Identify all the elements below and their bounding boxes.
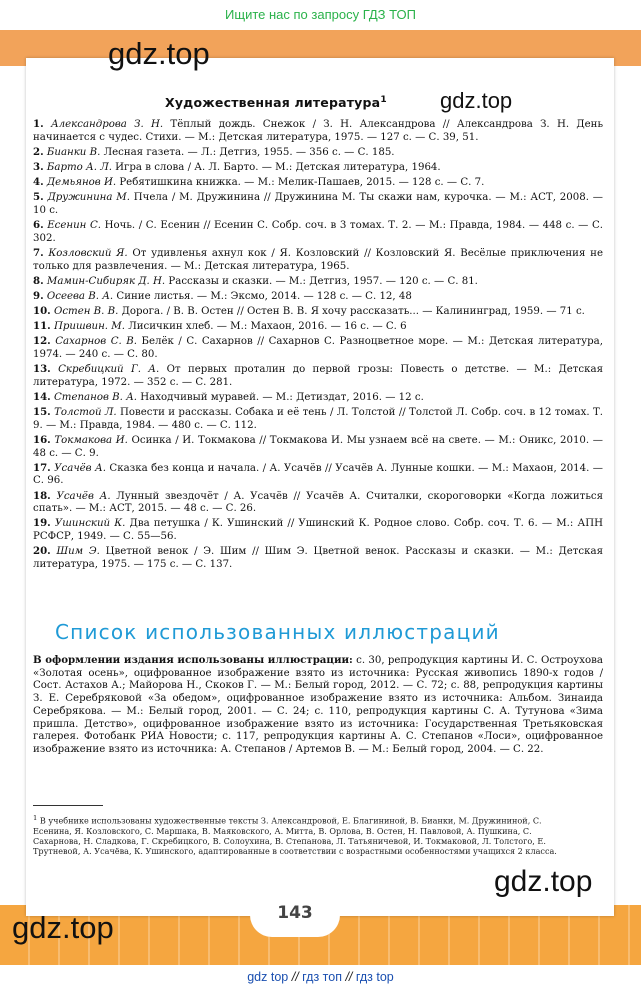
- reference-number: 3.: [33, 160, 44, 173]
- reference-number: 14.: [33, 391, 51, 403]
- reference-item: [33, 146, 603, 160]
- reference-text: От удивленья ахнул кок / Я. Козловский // Козловский Я. Весёлые приключения не только для развлечения. — М.: Детская литература, 1965.: [33, 247, 603, 272]
- literature-list: [33, 118, 603, 573]
- reference-item: [33, 434, 603, 460]
- reference-author: Толстой Л.: [54, 407, 117, 419]
- reference-text: Сказка без конца и начала. / А. Усачёв // Усачёв А. Лунные кошки. — М.: Махаон, 2014. — С. 96.: [33, 462, 603, 487]
- watermark: gdz.top: [494, 865, 593, 898]
- reference-item: [33, 118, 603, 144]
- reference-author: Барто А. Л.: [46, 161, 112, 173]
- reference-text: Рассказы и сказки. — М.: Детгиз, 1957. — 120 с. — С. 81.: [165, 275, 478, 287]
- reference-number: 16.: [33, 433, 51, 446]
- reference-text: Дорога. / В. В. Остен // Остен В. В. Я хочу рассказать... — Калининград, 1959. — 71 с.: [118, 306, 585, 318]
- reference-author: Ушинский К.: [54, 518, 126, 530]
- page-number: 143: [277, 903, 313, 923]
- reference-item: [33, 490, 603, 516]
- reference-text: Два петушка / К. Ушинский // Ушинский К. Родное слово. Собр. соч. Т. 6. — М.: АПН РСФСР, 1949. — С. 55—56.: [33, 518, 603, 542]
- reference-item: [33, 176, 603, 190]
- reference-author: Остен В. В.: [53, 306, 119, 318]
- reference-number: 10.: [33, 305, 51, 318]
- illustrations-body: с. 30, репродукция картины И. С. Остроухова «Золотая осень», оцифрованное изображение взято из источника: Русская живопись 1890-х годов / Сост. Астахов А.; Майорова Н., Скоков Г. — М.: Белый город, 2012. — С. 72; с. 88, репродукция картины З. Е. Серебряковой «За обедом», оцифрованное изображение взято из источника: Альбом. Зинаида Серебрякова. — М.: Белый город, 2001. — С. 24; с. 110, репродукция картины С. А. Тутунова «Зима пришла. Детство», оцифрованное изображение взято из источника: Государственная Третьяковская галерея. Фотобанк РИА Новости; с. 117, репродукция картины А. С. Степанов «Лоси», оцифрованное изображение взято из источника: А. Степанов / Артемов В. — М.: Белый город, 2004. — С. 22.: [33, 655, 603, 755]
- reference-text: От первых проталин до первой грозы: Повесть о детстве. — М.: Детская литература, 1972. — 352 с. — С. 281.: [33, 364, 604, 388]
- literature-heading-text: Художественная литература: [165, 95, 381, 111]
- reference-number: 5.: [33, 191, 44, 204]
- reference-number: 2.: [33, 145, 44, 158]
- reference-author: Демьянов И.: [46, 177, 117, 189]
- reference-author: Мамин-Сибиряк Д. Н.: [46, 275, 166, 287]
- reference-author: Усачёв А.: [56, 490, 111, 502]
- reference-author: Пришвин. М.: [53, 321, 125, 333]
- reference-author: Бианки В.: [46, 146, 101, 158]
- literature-heading: [165, 95, 425, 110]
- reference-number: 18.: [33, 489, 51, 502]
- bottom-links: [0, 970, 641, 984]
- reference-text: Находчивый муравей. — М.: Детиздат, 2016. — 12 с.: [137, 392, 424, 403]
- reference-item: [33, 335, 603, 361]
- reference-author: Шим Э.: [56, 546, 100, 558]
- reference-text: Ребятишкина книжка. — М.: Мелик-Пашаев, 2015. — 128 с. — С. 7.: [116, 177, 485, 189]
- top-banner[interactable]: Ищите нас по запросу ГДЗ ТОП: [225, 7, 416, 22]
- watermark: gdz.top: [440, 88, 513, 113]
- illustrations-lead: В оформлении издания использованы иллюстрации:: [33, 654, 353, 666]
- link-separator: //: [291, 970, 299, 984]
- reference-text: Тёплый дождь. Снежок / З. Н. Александрова // Александрова З. Н. День начинается с чудес. Стихи. — М.: Детская литература, 1975. — 127 с. — С. 39, 51.: [33, 119, 603, 143]
- reference-author: Дружинина М.: [47, 192, 130, 204]
- reference-text: Синие листья. — М.: Эксмо, 2014. — 128 с. — С. 12, 48: [113, 290, 412, 302]
- illustrations-text: [33, 654, 603, 757]
- reference-item: [33, 290, 603, 304]
- reference-number: 7.: [33, 246, 44, 259]
- reference-text: Белёк / С. Сахарнов // Сахарнов С. Разноцветное море. — М.: Детская литература, 1974. — 240 с. — С. 80.: [33, 336, 603, 361]
- reference-author: Токмакова И.: [54, 434, 128, 446]
- watermark: gdz.top: [108, 36, 210, 71]
- reference-number: 12.: [33, 335, 51, 348]
- reference-text: Цветной венок / Э. Шим // Шим Э. Цветной венок. Рассказы и сказки. — М.: Детская литература, 1975. — 175 с. — С. 137.: [33, 546, 604, 570]
- reference-number: 9.: [33, 289, 44, 302]
- reference-text: Лесная газета. — Л.: Детгиз, 1955. — 356 с. — С. 185.: [100, 146, 395, 158]
- reference-text: Лунный звездочёт / А. Усачёв // Усачёв А. Считалки, скороговорки «Когда ложиться спать». — М.: АСТ, 2015. — 48 с. — С. 26.: [33, 490, 603, 515]
- reference-author: Осеева В. А.: [46, 290, 114, 302]
- reference-text: Лисичкин хлеб. — М.: Махаон, 2016. — 16 с. — С. 6: [124, 321, 407, 333]
- bottom-link[interactable]: gdz top: [247, 970, 289, 984]
- reference-item: [33, 545, 603, 571]
- reference-number: 8.: [33, 274, 44, 287]
- bottom-link[interactable]: гдз top: [355, 970, 394, 984]
- reference-item: [33, 363, 603, 389]
- reference-author: Степанов В. А.: [53, 392, 138, 403]
- reference-text: Повести и рассказы. Собака и её тень / Л. Толстой // Толстой Л. Собр. соч. в 12 томах. Т. 9. — М.: Правда, 1984. — 480 с. — С. 112.: [33, 407, 603, 431]
- footnote-ref: 1: [380, 95, 387, 105]
- footnote: [33, 813, 573, 857]
- reference-text: Осинка / И. Токмакова // Токмакова И. Мы узнаем всё на свете. — М.: Оникс, 2010. — 48 с. — С. 9.: [33, 434, 603, 459]
- illustrations-heading: Список использованных иллюстраций: [55, 620, 500, 644]
- reference-text: Пчела / М. Дружинина // Дружинина М. Ты скажи нам, курочка. — М.: АСТ, 2008. — 10 с.: [33, 192, 603, 216]
- reference-item: [33, 406, 603, 432]
- reference-author: Есенин С.: [47, 220, 102, 232]
- reference-item: [33, 219, 603, 245]
- reference-text: Игра в слова / А. Л. Барто. — М.: Детская литература, 1964.: [111, 161, 441, 173]
- footnote-divider: [33, 805, 103, 806]
- reference-author: Усачёв А.: [54, 462, 106, 474]
- reference-number: 6.: [33, 219, 44, 232]
- reference-item: [33, 191, 603, 217]
- reference-number: 4.: [33, 176, 44, 189]
- reference-text: Ночь. / С. Есенин // Есенин С. Собр. соч. в 3 томах. Т. 2. — М.: Правда, 1984. — 448 с. — С. 302.: [33, 220, 603, 244]
- link-separator: //: [345, 970, 353, 984]
- reference-number: 1.: [33, 118, 44, 130]
- footnote-mark: 1: [33, 814, 38, 822]
- footnote-text: В учебнике использованы художественные тексты З. Александровой, Е. Благининой, В. Бианки, М. Дружининой, С. Есенина, Я. Козловского, С. Маршака, В. Маяковского, А. Митта, В. Орлова, В. Остен, Н. Павловой, А. Пушкина, С. Сахарнова, Н. Сладкова, Г. Скребицкого, В. Солоухина, В. Степанова, Л. Татьяничевой, И. Токмаковой, Л. Толстого, Е. Трутневой, А. Усачёва, К. Ушинского, адаптированные в соответствии с возрастными особенностями учащихся 2 класса.: [33, 815, 557, 857]
- reference-item: [33, 517, 603, 543]
- reference-number: 15.: [33, 406, 51, 419]
- reference-author: Козловский Я.: [48, 247, 128, 259]
- reference-item: [33, 320, 603, 334]
- reference-item: [33, 462, 603, 488]
- reference-author: Александрова З. Н.: [50, 119, 164, 130]
- reference-number: 20.: [33, 545, 51, 558]
- reference-item: [33, 161, 603, 175]
- reference-number: 17.: [33, 461, 51, 474]
- reference-item: [33, 305, 603, 319]
- reference-item: [33, 391, 603, 405]
- reference-item: [33, 247, 603, 273]
- reference-author: Сахарнов С. В.: [55, 336, 137, 348]
- watermark: gdz.top: [12, 910, 114, 945]
- reference-author: Скребицкий Г. А.: [58, 364, 160, 376]
- reference-number: 13.: [33, 363, 51, 376]
- bottom-link[interactable]: гдз топ: [302, 970, 342, 984]
- reference-item: [33, 275, 603, 289]
- reference-number: 11.: [33, 320, 51, 333]
- reference-number: 19.: [33, 517, 51, 530]
